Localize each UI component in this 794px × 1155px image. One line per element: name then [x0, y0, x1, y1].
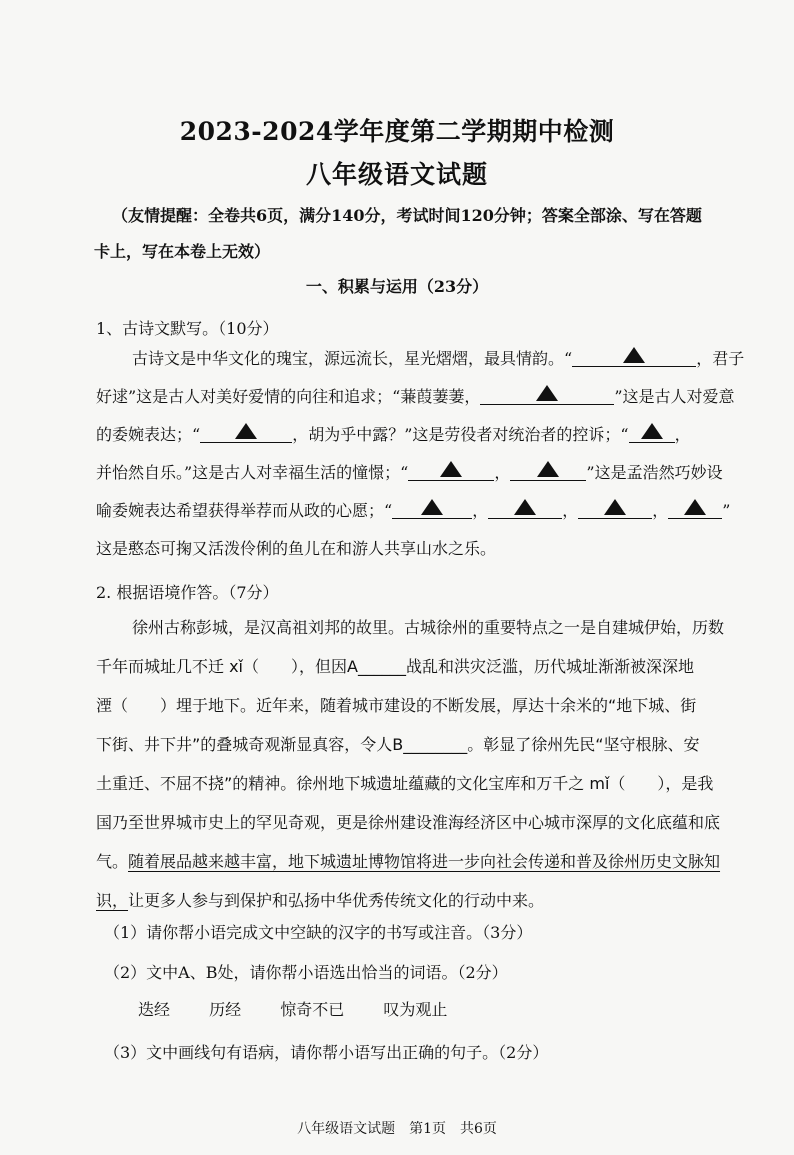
passage-line-3: 湮（ ）埋于地下。近年来，随着城市建设的不断发展，厚达十余米的“地下城、街 [96, 696, 697, 715]
passage-line-6: 国乃至世界城市史上的罕见奇观，更是徐州建设淮海经济区中心城市深厚的文化底蕴和底 [96, 813, 721, 832]
exam-notice [94, 198, 712, 270]
triangle-marker-icon [235, 423, 257, 439]
q1-line-2: 好逑”这是古人对美好爱情的向往和追求；“蒹葭萋萋， ”这是古人对爱意 [96, 378, 756, 416]
triangle-marker-icon [684, 499, 706, 515]
passage-line-5: 土重迁、不屈不挠”的精神。徐州地下城遗址蕴藏的文化宝库和万千之 mǐ（ ），是我 [96, 774, 714, 793]
answer-blank[interactable] [200, 420, 292, 443]
word-options [138, 997, 481, 1020]
sub-question-1: （1）请你帮小语完成文中空缺的汉字的书写或注音。（3分） [104, 923, 533, 942]
passage-line-1: 徐州古称彭城，是汉高祖刘邦的故里。古城徐州的重要特点之一是自建城伊始，历数 [132, 618, 725, 637]
option-1: 迭经 [138, 1000, 171, 1019]
passage-line-4: 下街、井下井”的叠城奇观渐显真容，令人B________。彰显了徐州先民“坚守根脉、安 [96, 735, 700, 754]
notice-line-1: （友情提醒：全卷共6页，满分140分，考试时间120分钟；答案全部涂、写在答题 [112, 206, 702, 225]
triangle-marker-icon [537, 461, 559, 477]
triangle-marker-icon [514, 499, 536, 515]
passage-line-7: 气。随着展品越来越丰富，地下城遗址博物馆将进一步向社会传递和普及徐州历史文脉知 [96, 852, 721, 871]
section-heading: 一、积累与运用（23分） [305, 277, 489, 296]
answer-blank[interactable] [578, 496, 652, 519]
q1-line-3: 的委婉表达；“ ，胡为乎中露？”这是劳役者对统治者的控诉；“ ， [96, 416, 756, 454]
q1-line-6: 这是憨态可掬又活泼伶俐的鱼儿在和游人共享山水之乐。 [96, 539, 497, 558]
answer-blank[interactable] [408, 458, 494, 481]
question-1-label: 1、古诗文默写。（10分） [96, 319, 279, 338]
triangle-marker-icon [421, 499, 443, 515]
triangle-marker-icon [604, 499, 626, 515]
underlined-sentence-end: 识， [96, 891, 129, 910]
question-2-label: 2. 根据语境作答。（7分） [96, 583, 279, 602]
answer-blank[interactable] [392, 496, 472, 519]
passage-line-2: 千年而城址几不迁 xǐ（ ），但因A______战乱和洪灾泛滥，历代城址渐渐被深深地 [96, 657, 694, 676]
answer-blank[interactable] [510, 458, 586, 481]
triangle-marker-icon [623, 347, 645, 363]
option-2: 历经 [209, 1000, 242, 1019]
sub-question-3: （3）文中画线句有语病，请你帮小语写出正确的句子。（2分） [104, 1043, 549, 1062]
question-2-passage [96, 608, 756, 920]
exam-title: 2023-2024学年度第二学期期中检测 [179, 117, 615, 146]
triangle-marker-icon [641, 423, 663, 439]
answer-blank[interactable] [572, 344, 696, 367]
passage-line-8: 识，让更多人参与到保护和弘扬中华优秀传统文化的行动中来。 [96, 891, 545, 910]
answer-blank[interactable] [668, 496, 722, 519]
exam-subtitle: 八年级语文试题 [305, 160, 488, 189]
answer-blank[interactable] [629, 420, 675, 443]
q1-line-5: 喻委婉表达希望获得举荐而从政的心愿；“ ， ， ， ” [96, 492, 756, 530]
option-4: 叹为观止 [383, 1000, 448, 1019]
page-footer: 八年级语文试题 第1页 共6页 [297, 1121, 497, 1137]
q1-line-1: 古诗文是中华文化的瑰宝，源远流长，星光熠熠，最具情韵。“ ，君子 [96, 340, 756, 378]
question-1-body [96, 340, 756, 568]
option-3: 惊奇不已 [280, 1000, 345, 1019]
sub-question-2: （2）文中A、B处，请你帮小语选出恰当的词语。（2分） [104, 963, 508, 982]
q1-line-4: 并怡然自乐。”这是古人对幸福生活的憧憬；“ ， ”这是孟浩然巧妙设 [96, 454, 756, 492]
answer-blank[interactable] [488, 496, 562, 519]
answer-blank[interactable] [480, 382, 614, 405]
triangle-marker-icon [440, 461, 462, 477]
notice-line-2: 卡上，写在本卷上无效） [94, 242, 271, 261]
underlined-sentence: 随着展品越来越丰富，地下城遗址博物馆将进一步向社会传递和普及徐州历史文脉知 [128, 852, 721, 871]
triangle-marker-icon [536, 385, 558, 401]
